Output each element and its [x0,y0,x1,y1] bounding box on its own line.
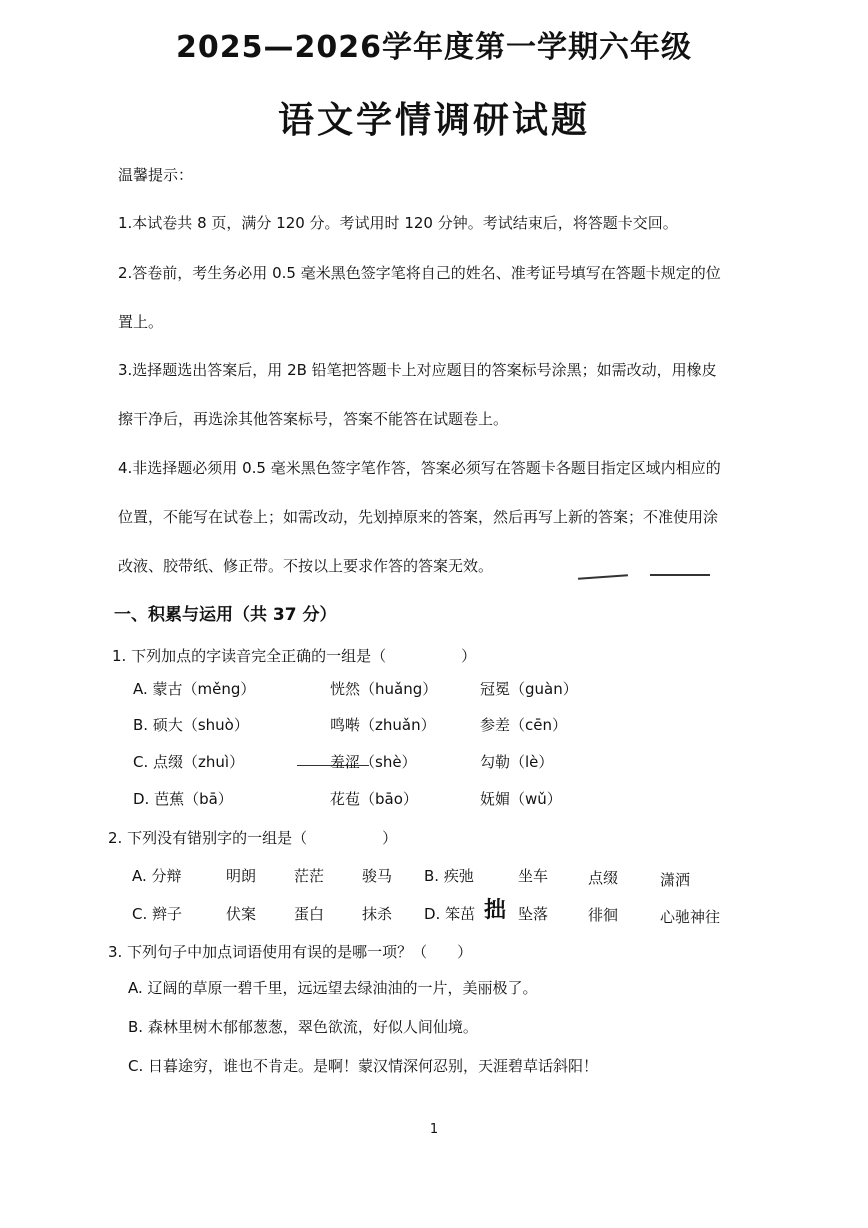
exam-title-line1: 2025—2026学年度第一学期六年级 [176,30,692,65]
q1-option-a-3: 冠冕（guàn） [480,680,578,698]
handwritten-correction: 拙 [484,898,507,923]
q1-option-b-3: 参差（cēn） [480,716,567,734]
q1-option-a-2: 恍然（huǎng） [330,680,438,698]
tip-4-line3: 改液、胶带纸、修正带。不按以上要求作答的答案无效。 [118,557,494,575]
q1-option-c-1: C. 点缀（zhuì） [133,753,245,771]
tip-4-line1: 4.非选择题必须用 0.5 毫米黑色签字笔作答，答案必须写在答题卡各题目指定区域内相应的 [118,459,721,477]
q2-word: 骏马 [362,867,393,885]
q1-option-b-2: 鸣啭（zhuǎn） [330,716,436,734]
tip-3-line1: 3.选择题选出答案后，用 2B 铅笔把答题卡上对应题目的答案标号涂黑；如需改动，用橡皮 [118,361,717,379]
q2-word: 蛋白 [294,905,325,923]
q1-option-c-2: 羞涩（shè） [330,753,417,771]
q3-option-b: B. 森林里树木郁郁葱葱，翠色欲流，好似人间仙境。 [128,1018,478,1036]
tip-4-line2: 位置，不能写在试卷上；如需改动，先划掉原来的答案，然后再写上新的答案；不准使用涂 [118,508,719,526]
q2-word: 坠落 [518,905,549,923]
question-1-stem: 1. 下列加点的字读音完全正确的一组是（ ） [112,647,477,665]
q2-word: 抹杀 [362,905,393,923]
q2-word: 点缀 [588,869,619,887]
q2-word: 伏案 [226,905,257,923]
q2-word: 心驰神往 [660,908,721,926]
q2-word: 坐车 [518,867,549,885]
q1-option-d-3: 妩媚（wǔ） [480,790,562,808]
q1-option-b-1: B. 硕大（shuò） [133,716,249,734]
q2-word: B. 疾弛 [424,867,474,885]
page-number: 1 [429,1122,439,1137]
question-2-stem: 2. 下列没有错别字的一组是（ ） [108,829,398,847]
q3-option-a: A. 辽阔的草原一碧千里，远远望去绿油油的一片，美丽极了。 [128,979,538,997]
tip-1: 1.本试卷共 8 页，满分 120 分。考试用时 120 分钟。考试结束后，将答题卡交回。 [118,214,678,232]
q2-word: 明朗 [226,867,257,885]
scan-scribble [578,574,628,579]
section-heading: 一、积累与运用（共 37 分） [114,605,337,625]
q1-option-d-2: 花苞（bāo） [330,790,418,808]
q2-word: A. 分辩 [132,867,182,885]
tip-2-line2: 置上。 [118,313,164,331]
q1-option-d-1: D. 芭蕉（bā） [133,790,233,808]
q3-option-c: C. 日暮途穷，谁也不肯走。是啊！蒙汉情深何忍别，天涯碧草话斜阳！ [128,1057,599,1075]
q1-option-a-1: A. 蒙古（měng） [133,680,256,698]
question-3-stem: 3. 下列句子中加点词语使用有误的是哪一项？（ ） [108,943,473,961]
tip-2-line1: 2.答卷前，考生务必用 0.5 毫米黑色签字笔将自己的姓名、准考证号填写在答题卡规定的位 [118,264,721,282]
tips-heading: 温馨提示： [118,166,194,184]
q2-word: 徘徊 [588,906,619,924]
q2-word: D. 笨茁 [424,905,476,923]
q2-word: 茫茫 [294,867,325,885]
q1-option-c-3: 勾勒（lè） [480,753,554,771]
q2-word: C. 辫子 [132,905,183,923]
scan-scribble [650,574,710,576]
q2-word: 潇洒 [660,871,691,889]
tip-3-line2: 擦干净后，再选涂其他答案标号，答案不能答在试题卷上。 [118,410,509,428]
exam-title-line2: 语文学情调研试题 [277,100,590,141]
